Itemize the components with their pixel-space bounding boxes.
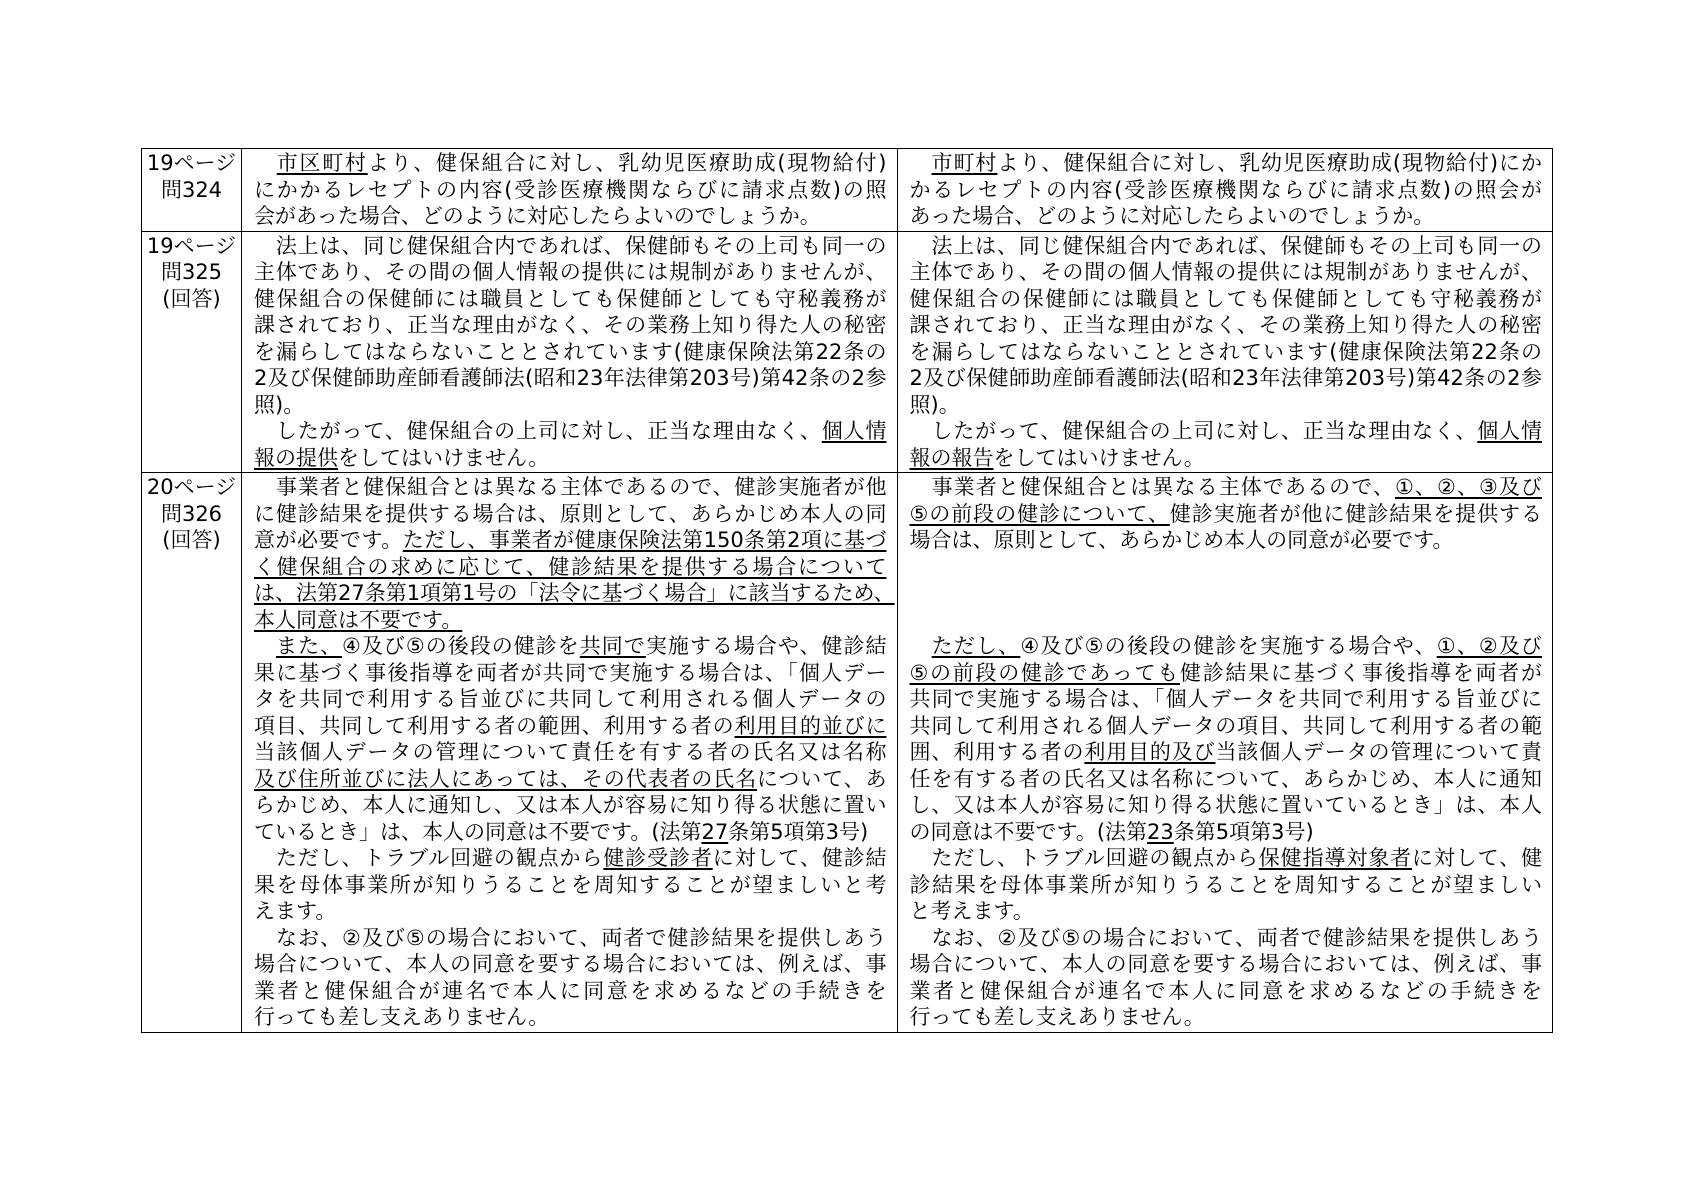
question-reference-line: 問324 — [160, 177, 223, 202]
text-line — [254, 819, 887, 846]
text-line — [254, 845, 887, 872]
text-segment: 行っても差し支えありません。 — [909, 1005, 1205, 1029]
original-text-cell — [897, 231, 1553, 473]
text-line — [254, 872, 887, 899]
text-line — [910, 845, 1543, 872]
underlined-change: 27 — [701, 819, 729, 844]
text-line — [254, 766, 887, 793]
text-segment — [910, 151, 932, 175]
question-reference-line: 20ページ — [146, 475, 237, 499]
text-line — [910, 766, 1543, 793]
text-segment: あった場合、どのように対応したらよいのでしょうか。 — [909, 204, 1435, 228]
text-segment: を漏らしてはならないこととされています(健康保険法第22条の — [909, 339, 1542, 364]
text-segment: 業者と健保組合が連名で本人に同意を求めるなどの手続きを — [909, 978, 1542, 1003]
text-line — [910, 150, 1543, 177]
text-segment: について、あ — [756, 766, 887, 791]
text-line — [254, 554, 887, 581]
text-line — [254, 339, 887, 366]
paragraph — [910, 474, 1543, 554]
text-line — [254, 713, 887, 740]
text-line — [910, 951, 1543, 978]
underlined-change: 23 — [1147, 819, 1174, 844]
text-line — [254, 392, 887, 419]
text-line — [910, 203, 1543, 230]
underlined-change: 市区町村 — [276, 151, 368, 175]
underlined-change: 及び住所並びに法人にあっては、その代表者の氏名 — [254, 766, 757, 791]
text-segment — [254, 634, 276, 658]
text-segment: 診結果を母体事業所が知りうることを周知することが望ましい — [909, 872, 1542, 897]
paragraph — [910, 845, 1543, 925]
text-segment — [254, 151, 277, 175]
paragraph — [910, 925, 1543, 1031]
text-line — [254, 686, 887, 713]
question-reference-cell — [142, 149, 242, 232]
text-segment: 健保組合の保健師には職員としても保健師としても守秘義務が — [254, 286, 887, 311]
revised-text-cell — [242, 149, 898, 232]
text-segment: 囲、利用する者の — [909, 740, 1085, 764]
text-segment: らかじめ、本人に通知し、又は本人が容易に知り得る状態に置い — [254, 793, 887, 817]
original-text-cell — [897, 149, 1553, 232]
text-line — [910, 527, 1543, 554]
text-segment: の同意は不要です。(法第 — [909, 819, 1148, 844]
text-line — [910, 286, 1543, 313]
table-row — [142, 149, 1553, 232]
table-row — [142, 231, 1553, 473]
text-line — [910, 713, 1543, 740]
underlined-change: ⑤の前段の健診について、 — [909, 501, 1170, 526]
text-line — [910, 872, 1543, 899]
text-line — [910, 978, 1543, 1005]
text-segment: 当該個人データの管理について責任を有する者の氏名又は名称 — [254, 740, 887, 764]
text-line — [254, 418, 887, 445]
table-row — [142, 473, 1553, 1033]
text-line — [910, 259, 1543, 286]
paragraph — [254, 925, 887, 1031]
text-line — [254, 203, 887, 230]
text-segment: に対して、健診結 — [712, 846, 887, 870]
text-line — [254, 286, 887, 313]
paragraph — [254, 633, 887, 845]
question-reference-line: (回答) — [162, 286, 221, 311]
text-segment: 行っても差し支えありません。 — [254, 1005, 550, 1029]
text-line — [254, 233, 887, 260]
text-segment: 主体であり、その間の個人情報の提供には規制がありませんが、 — [909, 260, 1542, 284]
paragraph — [910, 150, 1543, 230]
text-line — [254, 951, 887, 978]
text-segment: かるレセプトの内容(受診医療機関ならびに請求点数)の照会が — [909, 177, 1542, 202]
text-line — [254, 898, 887, 925]
text-line — [254, 660, 887, 687]
text-line — [254, 1004, 887, 1031]
text-segment: 果を母体事業所が知りうることを周知することが望ましいと考 — [254, 872, 887, 897]
text-segment: 項目、共同して利用する者の範囲、利用する者の — [254, 713, 735, 738]
text-line — [910, 686, 1543, 713]
text-segment: より、健保組合に対し、乳幼児医療助成(現物給付)にか — [997, 151, 1543, 175]
text-line — [910, 1004, 1543, 1031]
paragraph — [910, 233, 1543, 419]
underlined-change: 利用目的並びに — [734, 713, 887, 738]
text-segment: 共同して利用される個人データの項目、共同して利用する者の範 — [909, 713, 1542, 738]
underlined-change: 個人情 — [821, 419, 887, 443]
text-segment: 課されており、正当な理由がなく、その業務上知り得た人の秘密 — [254, 313, 887, 337]
underlined-change: 利用目的及び — [1084, 740, 1216, 764]
text-segment: ているとき」は、本人の同意は不要です。(法第 — [254, 819, 702, 844]
text-line — [254, 527, 887, 554]
text-line — [910, 501, 1543, 528]
paragraph — [254, 474, 895, 633]
text-line — [910, 339, 1543, 366]
text-segment: 場合は、原則として、あらかじめ本人の同意が必要です。 — [909, 528, 1454, 552]
text-segment: 会があった場合、どのように対応したらよいのでしょうか。 — [254, 204, 821, 228]
text-line — [910, 392, 1543, 419]
text-segment: 照)。 — [254, 392, 305, 417]
text-line — [254, 580, 895, 607]
text-line — [910, 819, 1543, 846]
text-segment: ただし、トラブル回避の観点から — [254, 846, 604, 870]
text-line — [910, 365, 1543, 392]
text-segment: 当該個人データの管理について責 — [1215, 740, 1543, 764]
comparison-table — [141, 148, 1553, 1033]
underlined-change: 健診受診者 — [603, 846, 713, 870]
text-segment: 主体であり、その間の個人情報の提供には規制がありませんが、 — [254, 260, 887, 284]
text-segment: ただし、トラブル回避の観点から — [909, 846, 1259, 870]
paragraph — [910, 418, 1543, 471]
text-line — [910, 660, 1543, 687]
underlined-change: ①、②及び — [1436, 634, 1543, 658]
revised-text-cell — [242, 231, 898, 473]
text-line — [254, 607, 887, 634]
underlined-change: また、 — [276, 634, 343, 658]
text-segment: 場合について、本人の同意を要する場合においては、例えば、事 — [909, 952, 1542, 976]
underlined-change: ①、②、③及び — [1395, 475, 1543, 499]
text-segment: と考えます。 — [909, 899, 1034, 923]
underlined-change: 本人同意は不要です。 — [254, 607, 463, 632]
underlined-change: 保健指導対象者 — [1258, 846, 1412, 870]
text-segment: 場合について、本人の同意を要する場合においては、例えば、事 — [254, 952, 887, 976]
text-line — [254, 259, 887, 286]
paragraph — [254, 418, 887, 471]
paragraph — [254, 150, 887, 230]
text-line — [910, 445, 1543, 472]
text-segment: 課されており、正当な理由がなく、その業務上知り得た人の秘密 — [909, 313, 1542, 337]
paragraph — [254, 233, 887, 419]
text-segment: したがって、健保組合の上司に対し、正当な理由なく、 — [909, 419, 1478, 443]
underlined-change: 個人情 — [1477, 419, 1542, 443]
text-line — [254, 925, 887, 952]
text-segment: 健診実施者が他に健診結果を提供する — [1169, 501, 1542, 526]
text-segment: ④及び⑤の後段の健診を実施する場合や、 — [1020, 634, 1437, 658]
underlined-change: ただし、 — [931, 634, 1021, 658]
text-segment — [910, 634, 932, 658]
question-reference-line: 19ページ — [146, 151, 237, 175]
text-segment: タを共同で利用する旨並びに共同して利用される個人データの — [254, 687, 887, 711]
text-segment: 業者と健保組合が連名で本人に同意を求めるなどの手続きを — [254, 978, 887, 1003]
table-body — [142, 149, 1553, 1033]
text-segment: 法上は、同じ健保組合内であれば、保健師もその上司も同一の — [909, 233, 1542, 258]
underlined-change: 報の提供 — [254, 445, 338, 470]
text-segment: 法上は、同じ健保組合内であれば、保健師もその上司も同一の — [254, 233, 887, 258]
text-segment: に対して、健 — [1411, 846, 1542, 870]
underlined-change: 共同で — [579, 634, 646, 658]
underlined-change: 市町村 — [931, 151, 998, 175]
text-segment: 共同で実施する場合は、「個人データを共同で利用する旨並びに — [909, 687, 1542, 711]
underlined-change: ⑤の前段の健診であっても — [909, 660, 1180, 685]
text-segment: をしてはいけません。 — [993, 445, 1205, 470]
text-segment: ④及び⑤の後段の健診を — [342, 634, 580, 658]
original-text-cell — [897, 473, 1553, 1033]
text-segment: 2及び保健師助産師看護師法(昭和23年法律第203号)第42条の2参 — [909, 366, 1542, 390]
text-segment: したがって、健保組合の上司に対し、正当な理由なく、 — [254, 419, 822, 443]
text-segment: なお、②及び⑤の場合において、両者で健診結果を提供しあう — [909, 925, 1542, 950]
text-line — [910, 739, 1543, 766]
text-segment: より、健保組合に対し、乳幼児医療助成(現物給付) — [367, 151, 887, 175]
text-line — [910, 792, 1543, 819]
revised-text-cell — [242, 473, 898, 1033]
question-reference-line: 問326 — [160, 501, 223, 526]
text-segment: 健診結果に基づく事後指導を両者が — [1179, 660, 1542, 685]
text-line — [254, 445, 887, 472]
text-segment: 健保組合の保健師には職員としても保健師としても守秘義務が — [909, 286, 1542, 311]
text-line — [910, 898, 1543, 925]
text-segment: なお、②及び⑤の場合において、両者で健診結果を提供しあう — [254, 925, 887, 950]
text-segment: 照)。 — [909, 392, 960, 417]
text-segment: に健診結果を提供する場合は、原則として、あらかじめ本人の同 — [254, 501, 887, 526]
text-line — [910, 925, 1543, 952]
question-reference-cell — [142, 473, 242, 1033]
text-segment: にかかるレセプトの内容(受診医療機関ならびに請求点数)の照 — [254, 177, 887, 202]
text-line — [910, 418, 1543, 445]
text-line — [254, 739, 887, 766]
text-line — [254, 177, 887, 204]
text-segment: を漏らしてはならないこととされています(健康保険法第22条の — [254, 339, 887, 364]
text-segment: えます。 — [254, 899, 337, 923]
text-line — [254, 792, 887, 819]
text-segment: し、又は本人が容易に知り得る状態に置いているとき」は、本人 — [909, 793, 1542, 817]
question-reference-cell — [142, 231, 242, 473]
text-line — [254, 474, 887, 501]
text-segment: 任を有する者の氏名又は名称について、あらかじめ、本人に通知 — [909, 766, 1542, 791]
text-line — [254, 501, 887, 528]
paragraph — [910, 633, 1543, 845]
question-reference-line: 19ページ — [146, 233, 237, 258]
underlined-change: く健保組合の求めに応じて、健診結果を提供する場合について — [254, 554, 887, 579]
text-segment: 事業者と健保組合とは異なる主体であるので、健診実施者が他 — [254, 475, 887, 499]
text-line — [910, 312, 1543, 339]
text-segment: 2及び保健師助産師看護師法(昭和23年法律第203号)第42条の2参 — [254, 366, 887, 390]
text-line — [910, 474, 1543, 501]
text-line — [254, 365, 887, 392]
text-segment: 条第5項第3号) — [728, 819, 869, 844]
text-line — [254, 150, 887, 177]
text-segment: 事業者と健保組合とは異なる主体であるので、 — [909, 475, 1395, 499]
underlined-change: は、法第27条第1項第1号の「法令に基づく場合」に該当するため、 — [254, 581, 895, 605]
text-segment: 条第5項第3号) — [1173, 819, 1314, 844]
text-segment: をしてはいけません。 — [338, 445, 550, 470]
question-reference-line: (回答) — [162, 528, 221, 552]
question-reference-line: 問325 — [160, 260, 223, 284]
text-segment: 果に基づく事後指導を両者が共同で実施する場合は、「個人デー — [254, 660, 887, 685]
underlined-change: 報の報告 — [909, 445, 994, 470]
text-line — [254, 312, 887, 339]
text-line — [254, 978, 887, 1005]
underlined-change: ただし、事業者が健康保険法第150条第2項に基づ — [402, 528, 887, 552]
text-line — [910, 233, 1543, 260]
text-segment: 実施する場合や、健診結 — [645, 634, 887, 658]
text-segment: 意が必要です。 — [254, 528, 403, 552]
text-line — [910, 633, 1543, 660]
text-line — [254, 633, 887, 660]
paragraph — [254, 845, 887, 925]
text-line — [910, 177, 1543, 204]
